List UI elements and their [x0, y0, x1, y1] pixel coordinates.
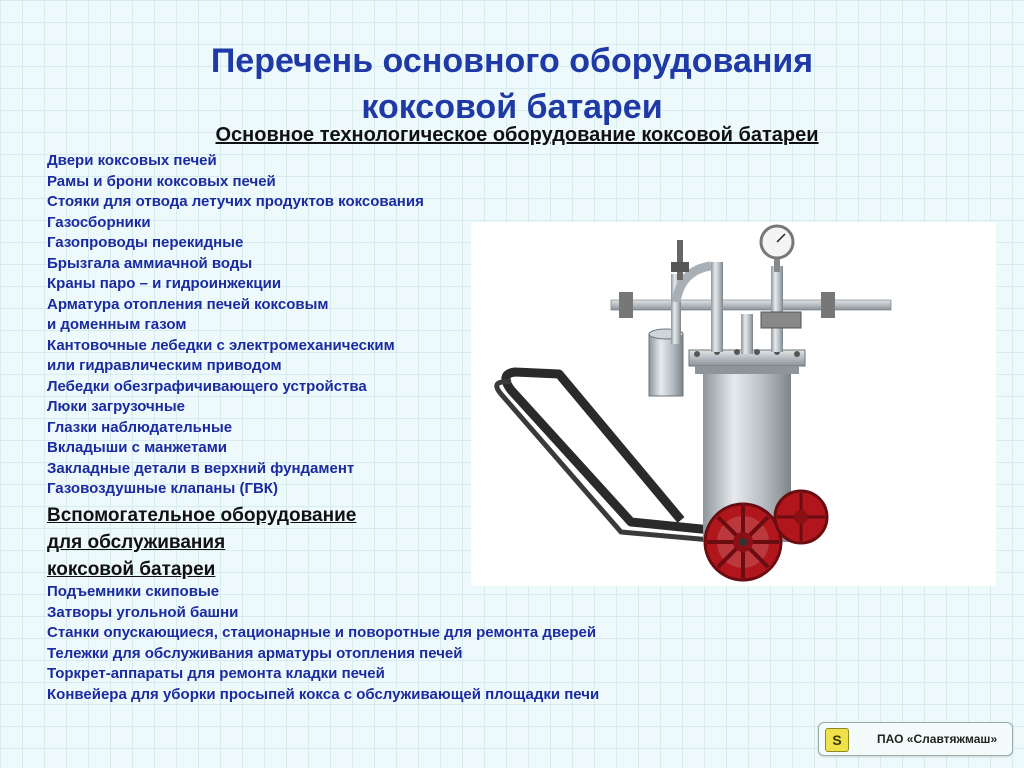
auxiliary-heading-line: для обслуживания: [47, 532, 226, 553]
auxiliary-heading-line: коксовой батареи: [47, 559, 216, 580]
list-item: Газопроводы перекидные: [47, 234, 244, 251]
list-item: или гидравлическим приводом: [47, 357, 282, 374]
list-item: Торкрет-аппараты для ремонта кладки печей: [47, 665, 385, 682]
list-item: и доменным газом: [47, 316, 187, 333]
list-item: Глазки наблюдательные: [47, 418, 233, 436]
section-subtitle: Основное технологическое оборудование коксовой батареи: [215, 124, 819, 146]
list-item: Конвейера для уборки просыпей кокса с обслуживающей площадки печи: [47, 685, 600, 703]
list-item: Затворы угольной башни: [47, 603, 239, 621]
list-item: Лебедки обезграфичивающего устройства: [47, 377, 367, 395]
list-item: Станки опускающиеся, стационарные и поворотные для ремонта дверей: [47, 624, 597, 641]
list-item: Рамы и брони коксовых печей: [47, 172, 276, 190]
title-line-1: Перечень основного оборудования: [210, 42, 814, 80]
list-item: Закладные детали в верхний фундамент: [47, 459, 355, 477]
company-name: ПАО «Славтяжмаш»: [877, 732, 998, 746]
list-item: Люки загрузочные: [47, 398, 185, 415]
list-item: Двери коксовых печей: [47, 152, 217, 169]
list-item: Кантовочные лебедки с электромеханическим: [47, 336, 395, 354]
page-title: [0, 38, 1024, 130]
auxiliary-heading-line: Вспомогательное оборудование: [47, 505, 357, 526]
list-item: Арматура отопления печей коксовым: [47, 295, 329, 313]
title-line-2: коксовой батареи: [361, 88, 663, 126]
list-item: Тележки для обслуживания арматуры отопления печей: [47, 644, 463, 662]
company-logo-icon: S: [825, 728, 849, 752]
main-equipment-list: [47, 151, 424, 500]
list-item: Стояки для отвода летучих продуктов коксования: [47, 193, 424, 210]
list-item: Подъемники скиповые: [47, 583, 220, 600]
list-item: Газовоздушные клапаны (ГВК): [47, 480, 278, 497]
list-item: Газосборники: [47, 213, 151, 231]
company-badge: [818, 722, 1013, 756]
equipment-photo: [471, 222, 996, 586]
list-item: Краны паро – и гидроинжекции: [47, 275, 282, 292]
list-item: Вкладыши с манжетами: [47, 439, 228, 456]
auxiliary-heading: [47, 502, 356, 583]
auxiliary-equipment-list: [47, 582, 599, 705]
list-item: Брызгала аммиачной воды: [47, 254, 253, 272]
